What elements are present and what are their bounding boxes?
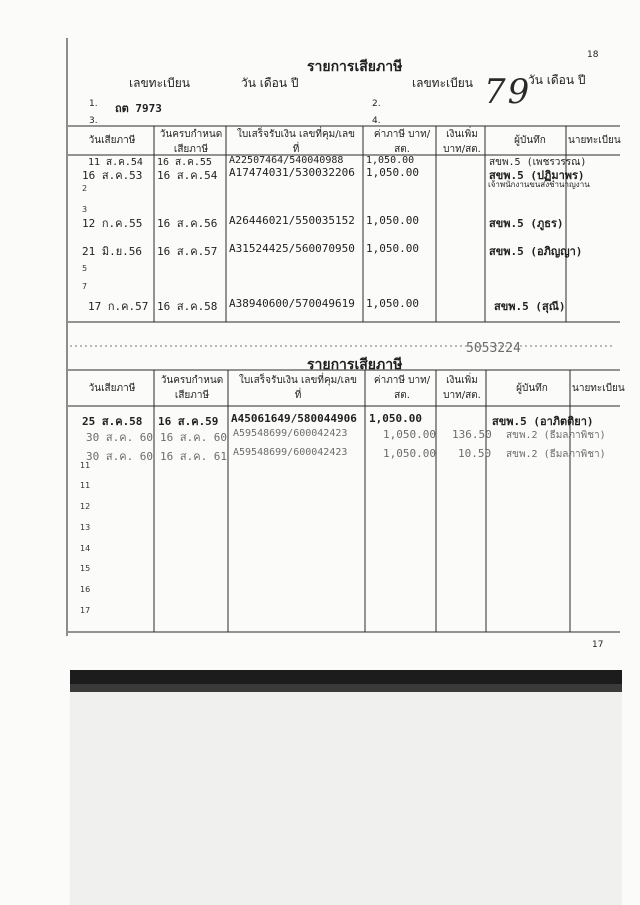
col-paid-date: วันเสียภาษี [88, 383, 136, 394]
tax-amount: 1,050.00 [366, 297, 419, 310]
handwritten-note: 79 [484, 72, 532, 112]
recorder-name: สขพ.2 (ธีมลภาพิชา) [506, 430, 606, 441]
paid-date: 30 ส.ค. 60 [86, 431, 154, 444]
col-extra: เงินเพิ่ม บาท/สต. [443, 375, 481, 401]
paid-date: 12 ก.ค.55 [82, 217, 143, 230]
receipt-number: A31524425/560070950 [229, 242, 355, 255]
col-recorder: ผู้บันทึก [514, 135, 546, 146]
row-number: 11 [80, 481, 91, 490]
registration-plate: ถต 7973 [115, 102, 162, 115]
reg-label-right: เลขทะเบียน [412, 76, 473, 90]
table2-title: รายการเสียภาษี [307, 357, 403, 373]
row-number: 14 [80, 544, 91, 553]
col-due-date: วันครบกำหนด เสียภาษี [159, 129, 223, 155]
col-registrar: นายทะเบียน [572, 383, 625, 394]
col-due-date: วันครบกำหนด เสียภาษี [160, 375, 224, 401]
paid-date: 17 ก.ค.57 [88, 300, 149, 313]
col-paid-date: วันเสียภาษี [88, 135, 136, 146]
page-title: รายการเสียภาษี [307, 59, 403, 75]
extra-amount: 136.50 [452, 428, 492, 441]
row-number: 11 [80, 461, 91, 470]
recorder-name: สขพ.5 (เพชรวรรณ) [489, 157, 587, 168]
line3-number: 3. [89, 116, 98, 126]
recorder-name: สขพ.5 (อภิญญา) [489, 245, 583, 258]
row-number: 7 [82, 282, 88, 291]
receipt-number: A45061649/580044906 [231, 412, 357, 425]
reg-label-left: เลขทะเบียน [129, 76, 190, 90]
line2-number: 2. [372, 99, 381, 109]
recorder-name: สขพ.5 (ปฏิมาพร) [489, 169, 585, 182]
row-number: 3 [82, 205, 88, 214]
receipt-number: A17474031/530032206 [229, 166, 355, 179]
line1-number: 1. [89, 99, 98, 109]
col-recorder: ผู้บันทึก [516, 383, 548, 394]
tax-amount: 1,050.00 [366, 155, 415, 166]
recorder-name: สขพ.5 (ภูธร) [489, 217, 564, 230]
lower-page-scan [70, 692, 622, 905]
due-date: 16 ส.ค.54 [157, 169, 218, 182]
tax-amount: 1,050.00 [366, 166, 419, 179]
col-extra: เงินเพิ่ม บาท/สต. [443, 129, 481, 155]
officer-note: เจ้าพนักงานขนส่งชำนาญงาน [488, 180, 590, 189]
receipt-number: A38940600/570049619 [229, 297, 355, 310]
col-receipt: ใบเสร็จรับเงิน เลขที่คุม/เลขที่ [236, 129, 356, 155]
col-tax: ค่าภาษี บาท/สต. [373, 375, 431, 401]
col-tax: ค่าภาษี บาท/สต. [373, 129, 431, 155]
extra-amount: 10.50 [458, 447, 492, 460]
due-date: 16 ส.ค.59 [158, 415, 219, 428]
paid-date: 11 ส.ค.54 [88, 157, 143, 168]
line4-number: 4. [372, 116, 381, 126]
stamp-number: 5053224 [466, 341, 521, 356]
paid-date: 16 ส.ค.53 [82, 169, 143, 182]
due-date: 16 ส.ค.55 [157, 157, 212, 168]
row-number: 12 [80, 502, 91, 511]
row-number: 13 [80, 523, 91, 532]
due-date: 16 ส.ค. 61 [160, 450, 228, 463]
receipt-number: A59548699/600042423 [233, 428, 348, 439]
tax-amount: 1,050.00 [369, 412, 422, 425]
page-number-bottom: 17 [592, 640, 604, 650]
page-number-top: 18 [587, 50, 599, 60]
receipt-number: A22507464/540040988 [229, 155, 344, 166]
receipt-number: A26446021/550035152 [229, 214, 355, 227]
receipt-number: A59548699/600042423 [233, 447, 348, 458]
due-date: 16 ส.ค. 60 [160, 431, 228, 444]
scan-shadow-band [70, 684, 622, 692]
row-number: 2 [82, 184, 88, 193]
due-date: 16 ส.ค.58 [157, 300, 218, 313]
row-number: 16 [80, 585, 91, 594]
recorder-name: สขพ.5 (อาภิตติยา) [492, 415, 594, 428]
row-number: 15 [80, 564, 91, 573]
due-date: 16 ส.ค.56 [157, 217, 218, 230]
row-number: 17 [80, 606, 91, 615]
recorder-name: สขพ.5 (สุณี) [494, 300, 566, 313]
row-number: 5 [82, 264, 88, 273]
due-date: 16 ส.ค.57 [157, 245, 218, 258]
tax-amount: 1,050.00 [366, 214, 419, 227]
paid-date: 30 ส.ค. 60 [86, 450, 154, 463]
recorder-name: สขพ.2 (ธีมลภาพิชา) [506, 449, 606, 460]
col-receipt: ใบเสร็จรับเงิน เลขที่คุม/เลขที่ [238, 375, 358, 401]
col-registrar: นายทะเบียน [568, 135, 621, 146]
tax-amount: 1,050.00 [383, 447, 436, 460]
paid-date: 21 มิ.ย.56 [82, 245, 143, 258]
paid-date: 25 ส.ค.58 [82, 415, 143, 428]
tax-amount: 1,050.00 [366, 242, 419, 255]
tax-amount: 1,050.00 [383, 428, 436, 441]
date-label-left: วัน เดือน ปี [241, 76, 299, 90]
date-label-right: วัน เดือน ปี [528, 73, 586, 87]
